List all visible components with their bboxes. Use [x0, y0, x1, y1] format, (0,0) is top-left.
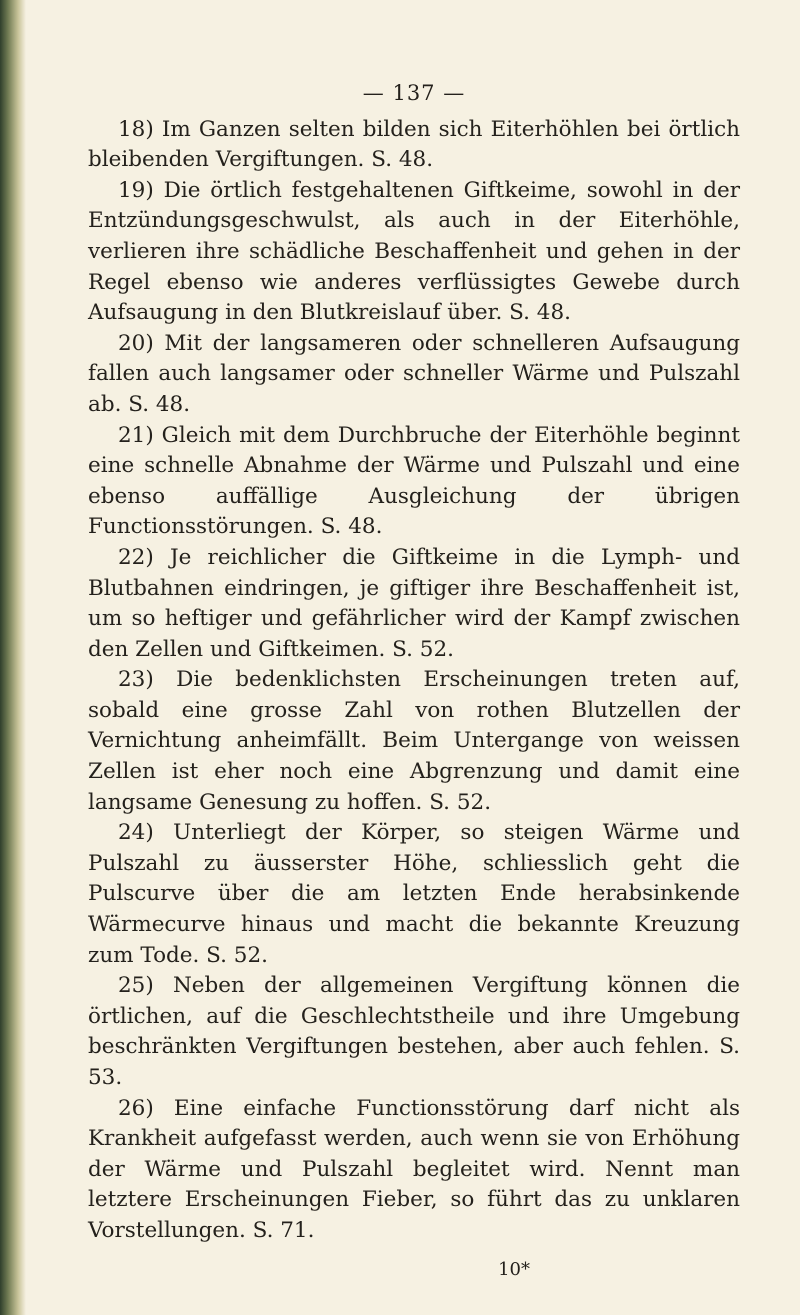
paragraph-23: 23) Die bedenklichsten Erscheinungen treten auf, sobald eine grosse Zahl von rothen Blutzellen der Vernichtung anheimfällt. Beim Untergange von weissen Zellen ist eher noch eine Abgrenzung und damit eine langsame Genesung zu hoffen. S. 52.	[88, 667, 740, 815]
paragraph-22: 22) Je reichlicher die Giftkeime in die Lymph- und Blutbahnen eindringen, je giftiger ihre Beschaffenheit ist, um so heftiger und gefährlicher wird der Kampf zwischen den Zellen und Giftkeimen. S. 52.	[88, 544, 740, 662]
book-spine-shadow	[0, 0, 26, 1315]
book-page	[88, 78, 740, 1285]
signature-mark: 10*	[498, 1258, 530, 1280]
paragraph-24: 24) Unterliegt der Körper, so steigen Wärme und Pulszahl zu äusserster Höhe, schliesslich geht die Pulscurve über die am letzten Ende herabsinkende Wärmecurve hinaus und macht die bekannte Kreuzung zum Tode. S. 52.	[88, 820, 740, 968]
paragraph-25: 25) Neben der allgemeinen Vergiftung können die örtlichen, auf die Geschlechtstheile und ihre Umgebung beschränkten Vergiftungen bestehen, aber auch fehlen. S. 53.	[88, 973, 740, 1090]
paragraph-21: 21) Gleich mit dem Durchbruche der Eiterhöhle beginnt eine schnelle Abnahme der Wärme und Pulszahl und eine ebenso auffällige Ausgleichung der übrigen Functionsstörungen. S. 48.	[88, 422, 740, 540]
paragraph-26: 26) Eine einfache Functionsstörung darf nicht als Krankheit aufgefasst werden, auch wenn sie von Erhöhung der Wärme und Pulszahl begleitet wird. Nennt man letztere Erscheinungen Fieber, so führt das zu unklaren Vorstellungen. S. 71.	[88, 1095, 740, 1243]
paragraph-20: 20) Mit der langsameren oder schnelleren Aufsaugung fallen auch langsamer oder schneller Wärme und Pulszahl ab. S. 48.	[88, 330, 740, 417]
paragraph-18: 18) Im Ganzen selten bilden sich Eiterhöhlen bei örtlich bleibenden Vergiftungen. S. 48.	[88, 116, 740, 173]
paragraph-19: 19) Die örtlich festgehaltenen Giftkeime, sowohl in der Entzündungsgeschwulst, als auch in der Eiterhöhle, verlieren ihre schädliche Beschaffenheit und gehen in der Regel ebenso wie anderes verflüssigtes Gewebe durch Aufsaugung in den Blutkreislauf über. S. 48.	[88, 177, 740, 326]
page-number: — 137 —	[362, 81, 466, 105]
